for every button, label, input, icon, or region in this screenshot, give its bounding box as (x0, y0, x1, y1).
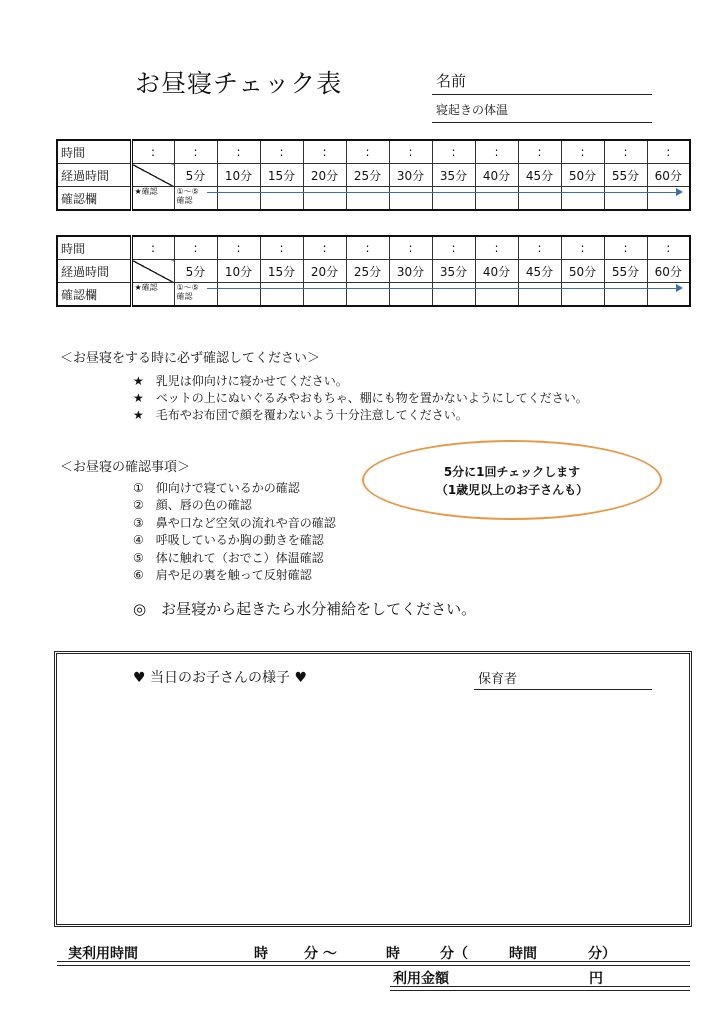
time-cell[interactable]: : (346, 236, 389, 260)
progress-arrow-line (207, 288, 679, 289)
confirm-cell[interactable] (475, 187, 518, 211)
time-cell[interactable]: : (174, 140, 217, 164)
confirm-cell[interactable] (389, 283, 432, 307)
elapsed-cell: 25分 (346, 164, 389, 187)
elapsed-cell: 40分 (475, 164, 518, 187)
elapsed-cell: 45分 (518, 164, 561, 187)
callout-line-2: （1歳児以上のお子さんも） (435, 483, 589, 497)
fee-underline (390, 986, 690, 991)
confirm-cell[interactable] (432, 187, 475, 211)
confirm-cell[interactable] (389, 187, 432, 211)
confirm-first-cell[interactable] (174, 283, 217, 307)
safety-rule-item: ★ 乳児は仰向けに寝かせてください。 (133, 374, 348, 388)
time-cell[interactable]: : (389, 236, 432, 260)
check-item: ② 顔、唇の色の確認 (133, 498, 252, 512)
check-interval-callout (362, 440, 662, 520)
elapsed-cell: 15分 (260, 260, 303, 283)
time-cell[interactable]: : (647, 140, 690, 164)
time-cell[interactable]: : (217, 140, 260, 164)
check-items-heading: ＜お昼寝の確認事項＞ (60, 460, 191, 475)
time-cell[interactable]: : (518, 140, 561, 164)
elapsed-cell: 10分 (217, 164, 260, 187)
elapsed-cell: 5分 (174, 164, 217, 187)
time-cell[interactable]: : (260, 236, 303, 260)
hydration-note: ◎ お昼寝から起きたら水分補給をしてください。 (133, 600, 477, 618)
total-hours-label: 時間 (509, 946, 537, 962)
confirm-row (57, 283, 690, 307)
wakeup-temperature-field[interactable]: 寝起きの体温 (432, 101, 652, 123)
confirm-word-text: 確認 (176, 292, 193, 301)
confirm-cell[interactable] (217, 283, 260, 307)
confirm-range-text: ①〜⑤ (176, 187, 199, 196)
elapsed-cell: 20分 (303, 260, 346, 283)
elapsed-cell: 5分 (174, 260, 217, 283)
confirm-star-cell: ★確認 (131, 283, 174, 307)
confirm-cell[interactable] (303, 187, 346, 211)
confirm-cell[interactable] (647, 187, 690, 211)
confirm-cell[interactable] (561, 283, 604, 307)
elapsed-row (57, 164, 690, 187)
time-cell[interactable]: : (518, 236, 561, 260)
nap-check-table-2 (56, 235, 691, 307)
time-cell[interactable]: : (561, 140, 604, 164)
check-item: ③ 鼻や口など空気の流れや音の確認 (133, 516, 336, 530)
confirm-cell[interactable] (475, 283, 518, 307)
start-minute-label: 分 ～ (304, 946, 337, 962)
confirm-cell[interactable] (260, 283, 303, 307)
time-cell[interactable]: : (131, 236, 174, 260)
time-cell[interactable]: : (303, 236, 346, 260)
check-item: ⑥ 肩や足の裏を触って反射確認 (133, 568, 312, 582)
confirm-cell[interactable] (647, 283, 690, 307)
elapsed-row-label: 経過時間 (57, 164, 131, 187)
confirm-cell[interactable] (561, 187, 604, 211)
check-item: ④ 呼吸しているか胸の動きを確認 (133, 533, 324, 547)
time-cell[interactable]: : (131, 140, 174, 164)
time-cell[interactable]: : (346, 140, 389, 164)
confirm-cell[interactable] (260, 187, 303, 211)
usage-underline (57, 961, 690, 966)
time-cell[interactable]: : (475, 140, 518, 164)
elapsed-cell: 20分 (303, 164, 346, 187)
elapsed-cell: 55分 (604, 164, 647, 187)
fee-unit: 円 (589, 971, 603, 987)
time-cell[interactable]: : (174, 236, 217, 260)
confirm-first-cell[interactable] (174, 187, 217, 211)
time-cell[interactable]: : (561, 236, 604, 260)
check-item: ⑤ 体に触れて（おでこ）体温確認 (133, 551, 324, 565)
safety-rule-item: ★ 毛布やお布団で顔を覆わないよう十分注意してください。 (133, 408, 468, 422)
confirm-cell[interactable] (217, 187, 260, 211)
confirm-star-cell: ★確認 (131, 187, 174, 211)
elapsed-cell: 45分 (518, 260, 561, 283)
caregiver-field[interactable]: 保育者 (474, 668, 652, 690)
callout-line-1: 5分に1回チェックします (443, 465, 581, 479)
time-row (57, 140, 690, 164)
elapsed-cell: 55分 (604, 260, 647, 283)
confirm-cell[interactable] (518, 283, 561, 307)
usage-time-label: 実利用時間 (68, 946, 138, 962)
time-cell[interactable]: : (260, 140, 303, 164)
elapsed-cell: 10分 (217, 260, 260, 283)
confirm-cell[interactable] (604, 187, 647, 211)
time-cell[interactable]: : (475, 236, 518, 260)
time-cell[interactable]: : (217, 236, 260, 260)
elapsed-cell: 60分 (647, 164, 690, 187)
end-minute-label: 分（ (440, 946, 468, 962)
condition-box-title: ♥ 当日のお子さんの様子 ♥ (133, 670, 308, 686)
time-cell[interactable]: : (604, 140, 647, 164)
elapsed-cell: 30分 (389, 164, 432, 187)
confirm-row-label: 確認欄 (57, 187, 131, 211)
progress-arrow-line (207, 192, 679, 193)
time-row (57, 236, 690, 260)
time-cell[interactable]: : (389, 140, 432, 164)
safety-rules-heading: ＜お昼寝をする時に必ず確認してください＞ (60, 351, 321, 366)
elapsed-cell: 30分 (389, 260, 432, 283)
diagonal-cell (131, 260, 174, 283)
nap-check-table-1 (56, 139, 691, 211)
time-cell[interactable]: : (303, 140, 346, 164)
confirm-row-label: 確認欄 (57, 283, 131, 307)
confirm-range-text: ①〜⑤ (176, 283, 199, 292)
child-condition-box[interactable] (54, 651, 692, 927)
elapsed-cell: 40分 (475, 260, 518, 283)
elapsed-cell: 50分 (561, 164, 604, 187)
confirm-cell[interactable] (346, 283, 389, 307)
name-field[interactable]: 名前 (432, 70, 652, 95)
total-minutes-label: 分） (588, 946, 616, 962)
diagonal-cell (131, 164, 174, 187)
confirm-cell[interactable] (346, 187, 389, 211)
time-row-label: 時間 (57, 140, 131, 164)
elapsed-cell: 60分 (647, 260, 690, 283)
check-item: ① 仰向けで寝ているかの確認 (133, 481, 300, 495)
safety-rule-item: ★ ベットの上にぬいぐるみやおもちゃ、棚にも物を置かないようにしてください。 (133, 391, 588, 405)
time-cell[interactable]: : (432, 140, 475, 164)
confirm-cell[interactable] (303, 283, 346, 307)
elapsed-row-label: 経過時間 (57, 260, 131, 283)
time-cell[interactable]: : (604, 236, 647, 260)
elapsed-cell: 50分 (561, 260, 604, 283)
confirm-cell[interactable] (518, 187, 561, 211)
arrow-right-icon (676, 188, 683, 196)
confirm-row (57, 187, 690, 211)
elapsed-row (57, 260, 690, 283)
confirm-cell[interactable] (432, 283, 475, 307)
elapsed-cell: 25分 (346, 260, 389, 283)
elapsed-cell: 35分 (432, 164, 475, 187)
start-hour-label: 時 (254, 946, 268, 962)
confirm-cell[interactable] (604, 283, 647, 307)
fee-label: 利用金額 (393, 971, 449, 987)
elapsed-cell: 15分 (260, 164, 303, 187)
end-hour-label: 時 (386, 946, 400, 962)
time-cell[interactable]: : (647, 236, 690, 260)
confirm-word-text: 確認 (176, 196, 193, 205)
page-title: お昼寝チェック表 (135, 69, 343, 98)
arrow-right-icon (676, 284, 683, 292)
elapsed-cell: 35分 (432, 260, 475, 283)
time-row-label: 時間 (57, 236, 131, 260)
time-cell[interactable]: : (432, 236, 475, 260)
